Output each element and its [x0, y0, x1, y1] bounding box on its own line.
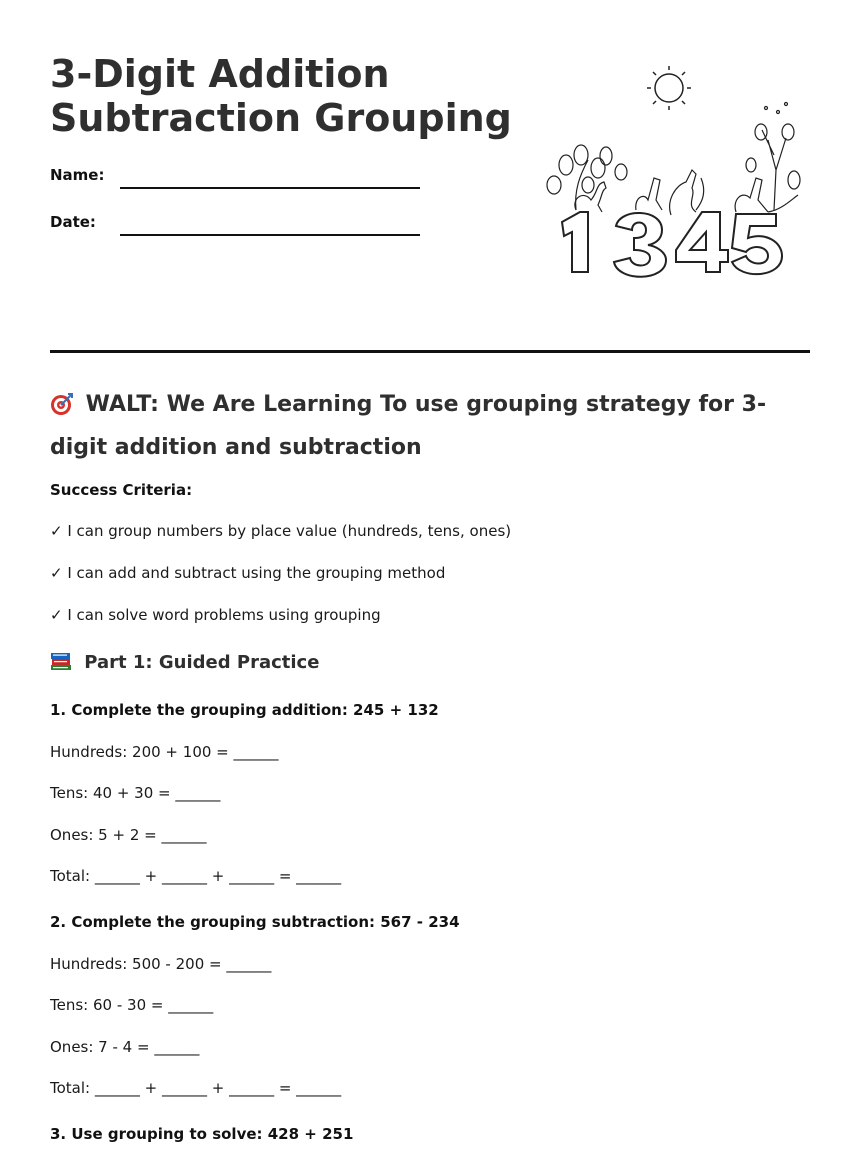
q2-hundreds[interactable]: Hundreds: 500 - 200 = ______: [50, 955, 272, 973]
q2-total[interactable]: Total: ______ + ______ + ______ = ______: [50, 1079, 342, 1097]
name-line[interactable]: [120, 187, 420, 189]
number-5-icon: [732, 214, 782, 274]
walt-text: WALT: We Are Learning To use grouping strategy for 3-digit addition and subtraction: [50, 392, 767, 460]
name-label: Name:: [50, 166, 105, 184]
q1-ones[interactable]: Ones: 5 + 2 = ______: [50, 826, 207, 844]
title-line-2: Subtraction Grouping: [50, 96, 512, 140]
q1-prompt: 1. Complete the grouping addition: 245 + 132: [50, 701, 439, 719]
target-icon: [50, 391, 78, 429]
header-divider: [50, 350, 810, 353]
q2-tens[interactable]: Tens: 60 - 30 = ______: [50, 996, 214, 1014]
number-1-icon: [562, 212, 588, 272]
criteria-item-3: ✓ I can solve word problems using grouping: [50, 606, 381, 624]
q1-total[interactable]: Total: ______ + ______ + ______ = ______: [50, 867, 342, 885]
tree-right-icon: [746, 103, 800, 211]
number-3-icon: [614, 213, 666, 277]
q2-ones[interactable]: Ones: 7 - 4 = ______: [50, 1038, 200, 1056]
books-icon: [50, 650, 78, 677]
part1-heading-text: Part 1: Guided Practice: [84, 652, 320, 673]
sun-icon: [647, 66, 691, 110]
criteria-item-2: ✓ I can add and subtract using the grouping method: [50, 564, 446, 582]
kangaroo-numbers-illustration: [536, 60, 810, 280]
date-line[interactable]: [120, 234, 420, 236]
q1-hundreds[interactable]: Hundreds: 200 + 100 = ______: [50, 743, 279, 761]
kangaroo-icons: [575, 170, 798, 215]
title-line-1: 3-Digit Addition: [50, 52, 390, 96]
q1-tens[interactable]: Tens: 40 + 30 = ______: [50, 784, 221, 802]
walt-heading: [50, 386, 810, 467]
worksheet-title: [50, 52, 512, 140]
tree-left-icon: [547, 145, 627, 210]
q3-prompt: 3. Use grouping to solve: 428 + 251: [50, 1125, 354, 1143]
success-criteria-heading: Success Criteria:: [50, 481, 193, 499]
part1-heading: [50, 650, 319, 677]
q2-prompt: 2. Complete the grouping subtraction: 567 - 234: [50, 913, 460, 931]
criteria-item-1: ✓ I can group numbers by place value (hundreds, tens, ones): [50, 522, 512, 540]
date-label: Date:: [50, 213, 96, 231]
number-4-icon: [676, 212, 728, 272]
